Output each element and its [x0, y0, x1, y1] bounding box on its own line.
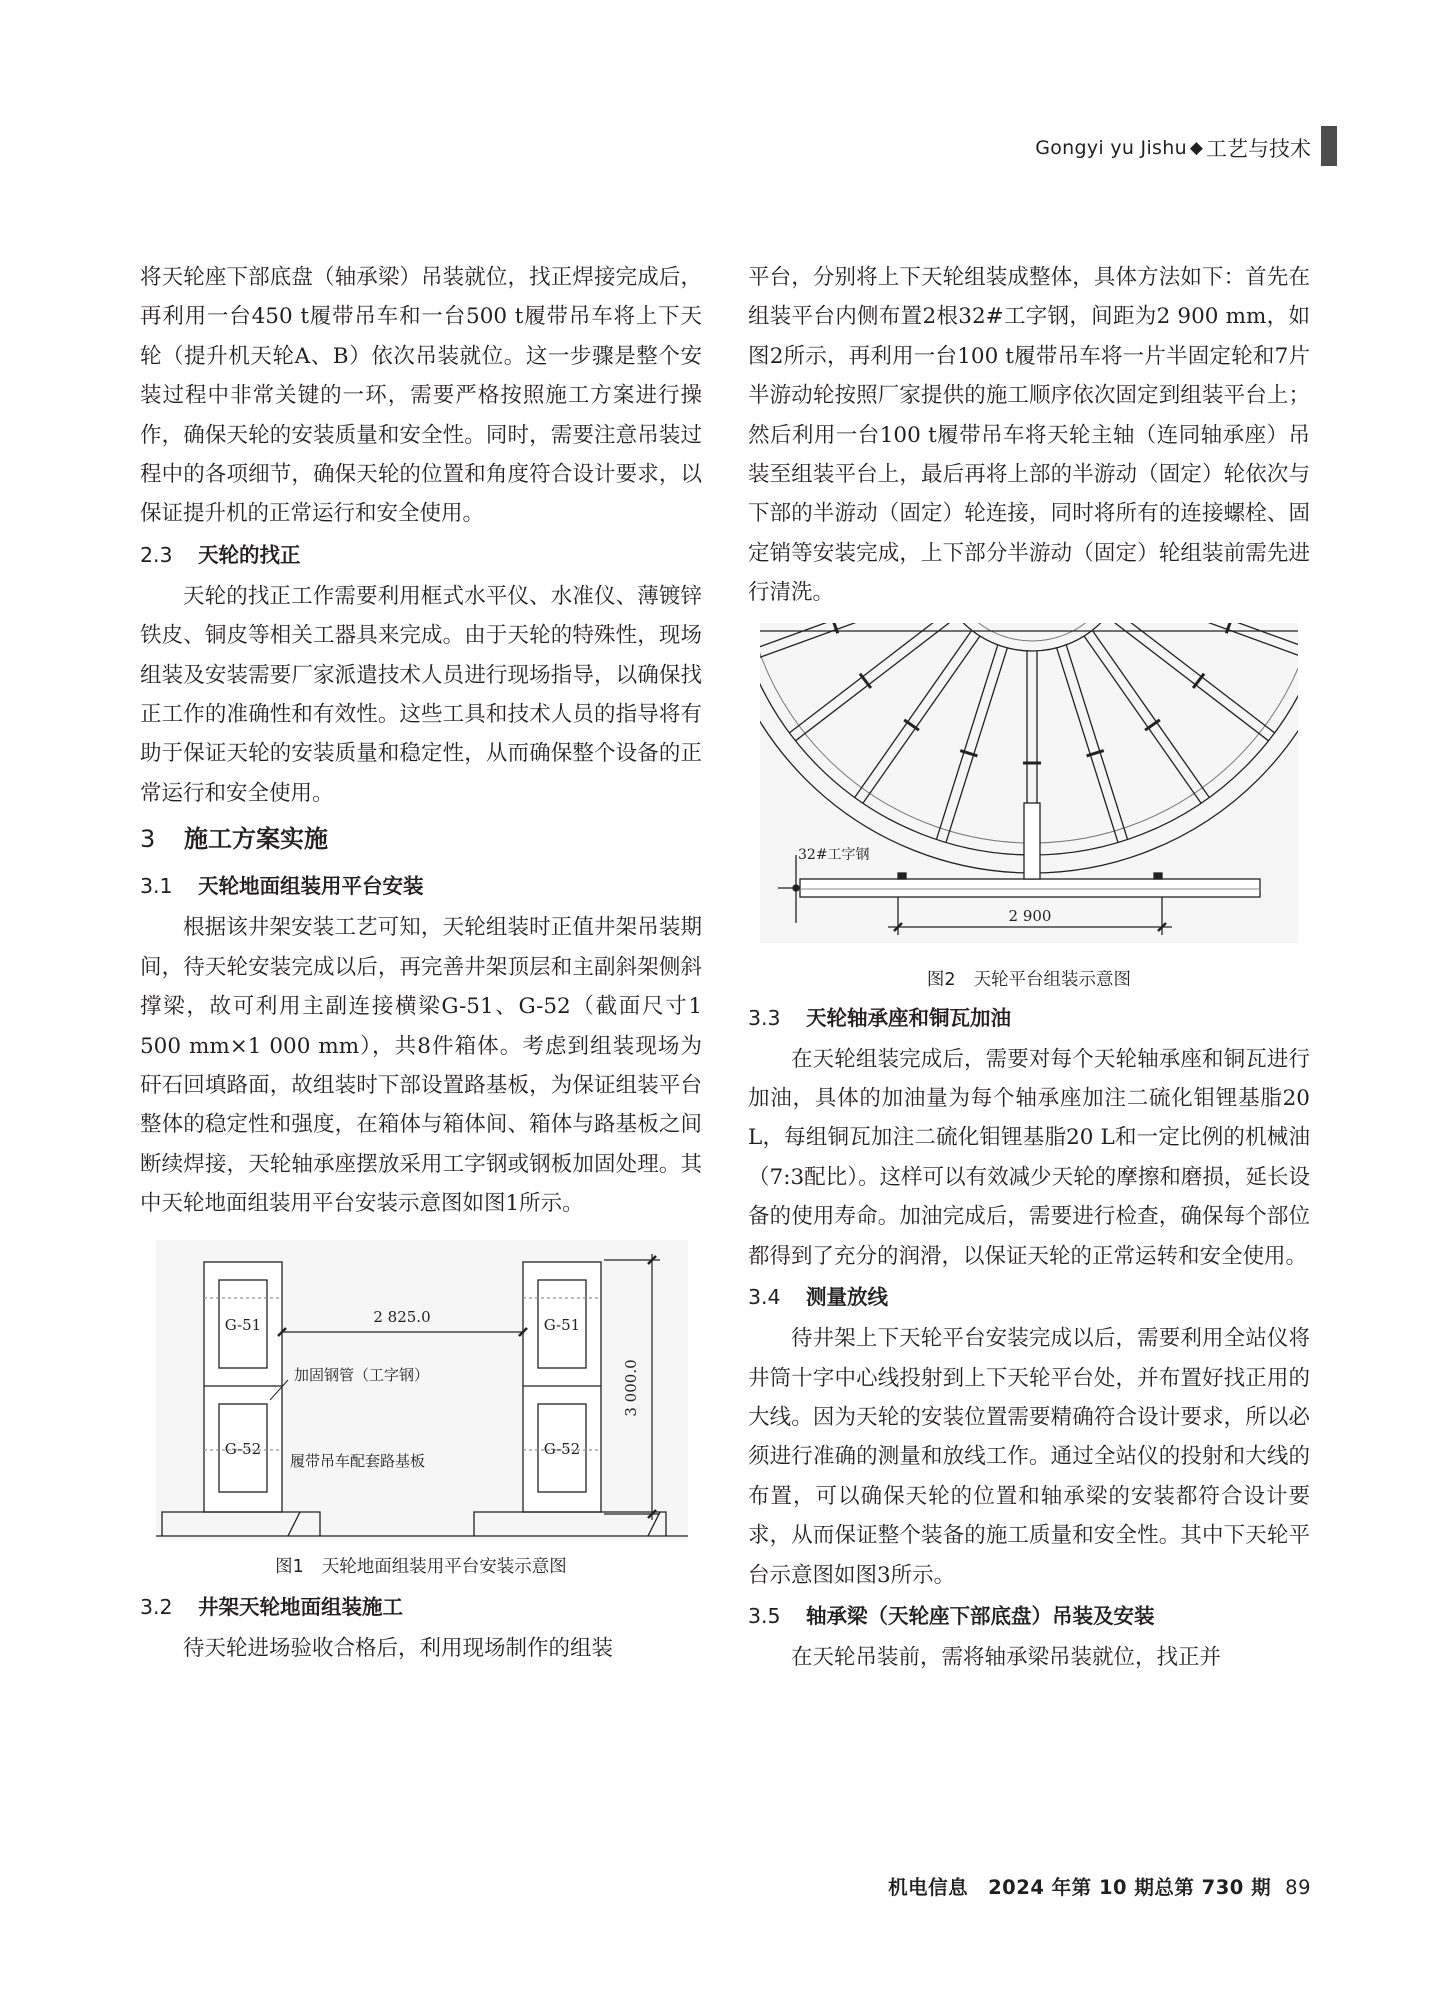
- figure-1: [140, 1240, 702, 1582]
- paragraph: 在天轮组装完成后，需要对每个天轮轴承座和铜瓦进行加油，具体的加油量为每个轴承座加注二硫化钼锂基脂20 L，每组铜瓦加注二硫化钼锂基脂20 L和一定比例的机械油（7:3配比）。这样可以有效减少天轮的摩擦和磨损，延长设备的使用寿命。加油完成后，需要进行检查，确保每个部位都得到了充分的润滑，以保证天轮的正常运转和安全使用。: [748, 1046, 1310, 1269]
- box-label-g52-left: G-52: [224, 1439, 262, 1458]
- figure-2-caption: [748, 965, 1310, 995]
- journal-issue: 机电信息 2024 年第 10 期总第 730 期: [888, 1876, 1272, 1899]
- section-title: 轴承梁（天轮座下部底盘）吊装及安装: [806, 1603, 1155, 1628]
- section-heading-3-3: [748, 999, 1310, 1038]
- figure-number: 图2: [926, 969, 956, 990]
- paragraph: 根据该井架安装工艺可知，天轮组装时正值井架吊装期间，待天轮安装完成以后，再完善井架顶层和主副斜架侧斜撑梁，故可利用主副连接横梁G-51、G-52（截面尺寸1 500 mm×1 000 mm），共8件箱体。考虑到组装现场为矸石回填路面，故组装时下部设置路基板，为保证组装平台整体的稳定性和强度，在箱体与箱体间、箱体与路基板之间断续焊接，天轮轴承座摆放采用工字钢或钢板加固处理。其中天轮地面组装用平台安装示意图如图1所示。: [140, 915, 702, 1217]
- base-plate-label: 履带吊车配套路基板: [290, 1451, 426, 1470]
- figure-title: 天轮地面组装用平台安装示意图: [321, 1556, 567, 1577]
- section-heading-3-1: [140, 867, 702, 906]
- left-column: [140, 258, 702, 1668]
- box-label-g51-left: G-51: [224, 1315, 262, 1334]
- section-number: 3.2: [140, 1594, 173, 1619]
- height-dimension-label: 3 000.0: [622, 1358, 640, 1417]
- diamond-icon: ◆: [1189, 138, 1203, 158]
- paragraph: 待井架上下天轮平台安装完成以后，需要利用全站仪将井筒十字中心线投射到上下天轮平台处，并布置好找正用的大线。因为天轮的安装位置需要精确符合设计要求，所以必须进行准确的测量和放线工作。通过全站仪的投射和大线的布置，可以确保天轮的位置和轴承梁的安装都符合设计要求，从而保证整个装备的施工质量和安全性。其中下天轮平台示意图如图3所示。: [748, 1326, 1310, 1588]
- section-title: 天轮地面组装用平台安装: [198, 874, 424, 899]
- figure-2-diagram: [748, 623, 1310, 963]
- page-footer: [888, 1872, 1311, 1900]
- section-title: 天轮轴承座和铜瓦加油: [806, 1005, 1011, 1030]
- journal-section-cn: 工艺与技术: [1206, 137, 1311, 161]
- pipe-label: 加固钢管（工字钢）: [294, 1365, 430, 1384]
- figure-1-caption: [140, 1552, 702, 1582]
- section-number: 3.5: [748, 1603, 781, 1628]
- chapter-title: 施工方案实施: [184, 825, 328, 854]
- left-box-stack: [204, 1262, 282, 1512]
- section-number: 3.1: [140, 874, 173, 899]
- paragraph: 在天轮吊装前，需将轴承梁吊装就位，找正并: [791, 1644, 1222, 1670]
- section-heading-3-5: [748, 1597, 1310, 1636]
- span-dimension-label: 2 825.0: [373, 1307, 431, 1326]
- figure-1-diagram: [140, 1240, 702, 1550]
- running-header: [1035, 128, 1311, 168]
- chapter-number: 3: [140, 825, 156, 854]
- section-title: 井架天轮地面组装施工: [198, 1594, 403, 1619]
- paragraph: 天轮的找正工作需要利用框式水平仪、水准仪、薄镀锌铁皮、铜皮等相关工器具来完成。由于天轮的特殊性，现场组装及安装需要厂家派遣技术人员进行现场指导，以确保找正工作的准确性和有效性。这些工具和技术人员的指导将有助于保证天轮的安装质量和稳定性，从而确保整个设备的正常运行和安全使用。: [140, 583, 702, 806]
- box-label-g51-right: G-51: [543, 1315, 581, 1334]
- page-number: 89: [1285, 1876, 1311, 1899]
- right-column: [748, 258, 1310, 1677]
- section-number: 2.3: [140, 542, 173, 567]
- paragraph: 平台，分别将上下天轮组装成整体，具体方法如下：首先在组装平台内侧布置2根32#工字钢，间距为2 900 mm，如图2所示，再利用一台100 t履带吊车将一片半固定轮和7片半游动轮按照厂家提供的施工顺序依次固定到组装平台上；然后利用一台100 t履带吊车将天轮主轴（连同轴承座）吊装至组装平台上，最后再将上部的半游动（固定）轮依次与下部的半游动（固定）轮连接，同时将所有的连接螺栓、固定销等安装完成，上下部分半游动（固定）轮组装前需先进行清洗。: [748, 265, 1310, 606]
- header-bar: [1321, 126, 1337, 166]
- chapter-heading-3: [140, 817, 702, 861]
- beam-label: 32#工字钢: [798, 846, 870, 863]
- span-dimension-label: 2 900: [1008, 906, 1052, 925]
- section-number: 3.4: [748, 1285, 781, 1310]
- paragraph: 待天轮进场验收合格后，利用现场制作的组装: [183, 1635, 614, 1661]
- section-heading-2-3: [140, 536, 702, 575]
- section-heading-3-4: [748, 1278, 1310, 1317]
- section-title: 测量放线: [806, 1285, 888, 1310]
- figure-title: 天轮平台组装示意图: [973, 969, 1132, 990]
- section-heading-3-2: [140, 1588, 702, 1627]
- box-label-g52-right: G-52: [543, 1439, 581, 1458]
- figure-2: [748, 623, 1310, 995]
- section-number: 3.3: [748, 1005, 781, 1030]
- right-box-stack: [523, 1262, 601, 1512]
- figure-number: 图1: [275, 1556, 304, 1577]
- journal-name-en: Gongyi yu Jishu: [1035, 137, 1187, 159]
- paragraph: 将天轮座下部底盘（轴承梁）吊装就位，找正焊接完成后，再利用一台450 t履带吊车和一台500 t履带吊车将上下天轮（提升机天轮A、B）依次吊装就位。这一步骤是整个安装过程中非常关键的一环，需要严格按照施工方案进行操作，确保天轮的安装质量和安全性。同时，需要注意吊装过程中的各项细节，确保天轮的位置和角度符合设计要求，以保证提升机的正常运行和安全使用。: [140, 265, 702, 527]
- section-title: 天轮的找正: [198, 542, 301, 567]
